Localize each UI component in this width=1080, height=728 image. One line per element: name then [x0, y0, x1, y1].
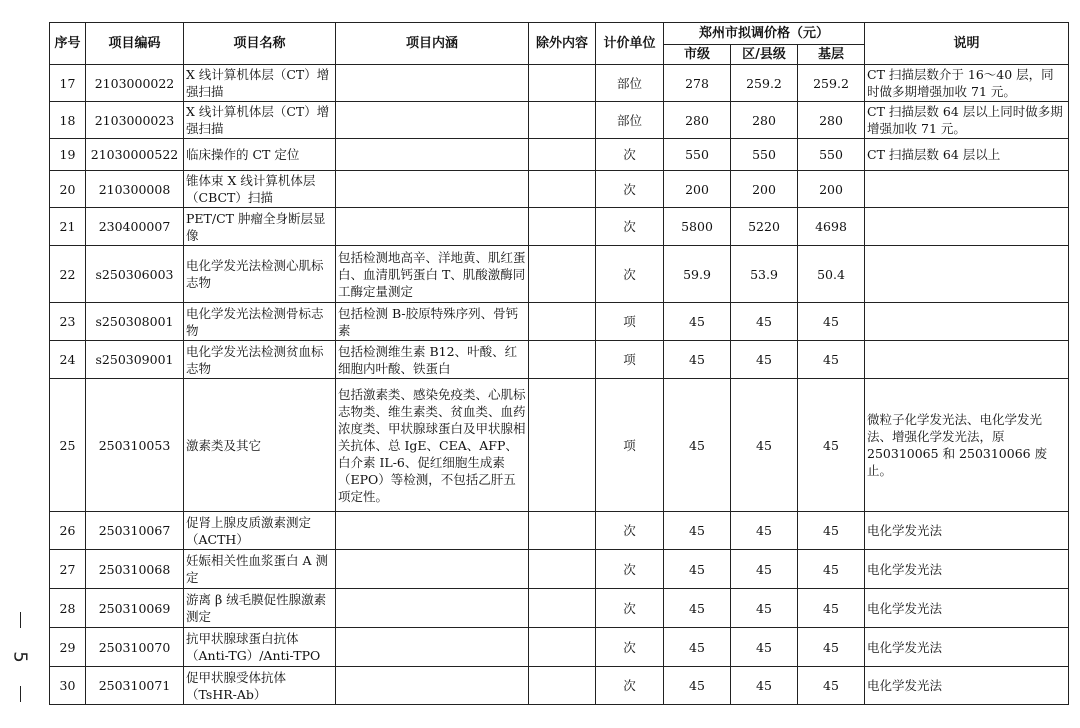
cell-exclusion — [529, 246, 596, 303]
cell-code: 230400007 — [86, 208, 184, 246]
cell-exclusion — [529, 628, 596, 667]
header-note: 说明 — [865, 23, 1069, 65]
cell-note: 电化学发光法 — [865, 667, 1069, 705]
cell-seq: 25 — [50, 379, 86, 512]
cell-exclusion — [529, 512, 596, 550]
cell-county: 45 — [731, 341, 798, 379]
header-price-group: 郑州市拟调价格（元） — [664, 23, 865, 45]
cell-exclusion — [529, 341, 596, 379]
cell-county: 200 — [731, 171, 798, 208]
cell-content: 包括检测维生素 B12、叶酸、红细胞内叶酸、铁蛋白 — [336, 341, 529, 379]
cell-name: 促甲状腺受体抗体（TsHR-Ab） — [184, 667, 336, 705]
page-number-dash-bottom — [20, 686, 21, 702]
cell-code: 250310068 — [86, 550, 184, 589]
cell-note — [865, 246, 1069, 303]
cell-exclusion — [529, 102, 596, 139]
cell-content — [336, 550, 529, 589]
cell-city: 45 — [664, 512, 731, 550]
cell-code: s250306003 — [86, 246, 184, 303]
cell-city: 45 — [664, 628, 731, 667]
cell-unit: 项 — [596, 303, 664, 341]
cell-county: 45 — [731, 628, 798, 667]
cell-note: 电化学发光法 — [865, 589, 1069, 628]
cell-exclusion — [529, 303, 596, 341]
cell-content — [336, 171, 529, 208]
cell-exclusion — [529, 208, 596, 246]
page-number — [8, 612, 32, 702]
cell-seq: 27 — [50, 550, 86, 589]
cell-note — [865, 341, 1069, 379]
cell-note: 微粒子化学发光法、电化学发光法、增强化学发光法，原 250310065 和 250310066 废止。 — [865, 379, 1069, 512]
page-number-dash-top — [20, 612, 21, 628]
cell-seq: 23 — [50, 303, 86, 341]
cell-code: 250310071 — [86, 667, 184, 705]
price-table — [49, 22, 1069, 705]
cell-county: 45 — [731, 379, 798, 512]
cell-county: 259.2 — [731, 65, 798, 102]
cell-county: 280 — [731, 102, 798, 139]
cell-county: 53.9 — [731, 246, 798, 303]
cell-unit: 次 — [596, 208, 664, 246]
page-number-value: 5 — [9, 651, 31, 663]
cell-name: 激素类及其它 — [184, 379, 336, 512]
cell-code: 250310053 — [86, 379, 184, 512]
cell-grassroots: 45 — [798, 379, 865, 512]
cell-seq: 18 — [50, 102, 86, 139]
cell-code: 250310067 — [86, 512, 184, 550]
cell-unit: 次 — [596, 667, 664, 705]
cell-code: 250310069 — [86, 589, 184, 628]
cell-grassroots: 200 — [798, 171, 865, 208]
cell-note — [865, 303, 1069, 341]
cell-content — [336, 65, 529, 102]
cell-name: 游离 β 绒毛膜促性腺激素测定 — [184, 589, 336, 628]
cell-exclusion — [529, 65, 596, 102]
cell-exclusion — [529, 667, 596, 705]
table-row — [50, 246, 1069, 303]
cell-grassroots: 45 — [798, 303, 865, 341]
cell-county: 550 — [731, 139, 798, 171]
cell-note: 电化学发光法 — [865, 628, 1069, 667]
cell-unit: 次 — [596, 628, 664, 667]
header-grassroots: 基层 — [798, 45, 865, 65]
cell-seq: 20 — [50, 171, 86, 208]
cell-code: 250310070 — [86, 628, 184, 667]
cell-content — [336, 512, 529, 550]
table-row — [50, 171, 1069, 208]
cell-grassroots: 4698 — [798, 208, 865, 246]
table-row — [50, 379, 1069, 512]
cell-grassroots: 45 — [798, 550, 865, 589]
cell-grassroots: 45 — [798, 512, 865, 550]
cell-exclusion — [529, 550, 596, 589]
cell-content: 包括检测 B-胶原特殊序列、骨钙素 — [336, 303, 529, 341]
cell-content — [336, 102, 529, 139]
cell-grassroots: 259.2 — [798, 65, 865, 102]
table-body — [50, 65, 1069, 705]
cell-content — [336, 139, 529, 171]
cell-name: 妊娠相关性血浆蛋白 A 测定 — [184, 550, 336, 589]
table-row — [50, 628, 1069, 667]
table-row — [50, 589, 1069, 628]
cell-county: 45 — [731, 550, 798, 589]
cell-exclusion — [529, 589, 596, 628]
cell-city: 5800 — [664, 208, 731, 246]
table-row — [50, 512, 1069, 550]
header-content: 项目内涵 — [336, 23, 529, 65]
cell-city: 278 — [664, 65, 731, 102]
cell-code: s250308001 — [86, 303, 184, 341]
cell-county: 45 — [731, 589, 798, 628]
cell-name: 电化学发光法检测心肌标志物 — [184, 246, 336, 303]
cell-name: X 线计算机体层（CT）增强扫描 — [184, 102, 336, 139]
cell-grassroots: 45 — [798, 628, 865, 667]
cell-grassroots: 550 — [798, 139, 865, 171]
table-row — [50, 65, 1069, 102]
cell-city: 45 — [664, 589, 731, 628]
cell-seq: 19 — [50, 139, 86, 171]
cell-name: 锥体束 X 线计算机体层（CBCT）扫描 — [184, 171, 336, 208]
cell-name: X 线计算机体层（CT）增强扫描 — [184, 65, 336, 102]
cell-city: 59.9 — [664, 246, 731, 303]
cell-seq: 30 — [50, 667, 86, 705]
cell-unit: 次 — [596, 139, 664, 171]
cell-note — [865, 171, 1069, 208]
cell-name: 电化学发光法检测贫血标志物 — [184, 341, 336, 379]
header-seq: 序号 — [50, 23, 86, 65]
cell-content — [336, 628, 529, 667]
cell-code: 2103000023 — [86, 102, 184, 139]
cell-city: 45 — [664, 667, 731, 705]
cell-city: 45 — [664, 379, 731, 512]
cell-unit: 项 — [596, 379, 664, 512]
header-name: 项目名称 — [184, 23, 336, 65]
cell-city: 45 — [664, 550, 731, 589]
cell-note: CT 扫描层数 64 层以上同时做多期增强加收 71 元。 — [865, 102, 1069, 139]
cell-seq: 28 — [50, 589, 86, 628]
cell-grassroots: 50.4 — [798, 246, 865, 303]
cell-unit: 项 — [596, 341, 664, 379]
cell-county: 5220 — [731, 208, 798, 246]
cell-unit: 次 — [596, 512, 664, 550]
cell-seq: 29 — [50, 628, 86, 667]
header-code: 项目编码 — [86, 23, 184, 65]
cell-unit: 次 — [596, 171, 664, 208]
cell-grassroots: 45 — [798, 667, 865, 705]
cell-city: 200 — [664, 171, 731, 208]
cell-county: 45 — [731, 512, 798, 550]
header-exclusion: 除外内容 — [529, 23, 596, 65]
cell-exclusion — [529, 139, 596, 171]
cell-name: 电化学发光法检测骨标志物 — [184, 303, 336, 341]
cell-seq: 24 — [50, 341, 86, 379]
cell-note — [865, 208, 1069, 246]
table-row — [50, 102, 1069, 139]
cell-note: CT 扫描层数 64 层以上 — [865, 139, 1069, 171]
table-row — [50, 550, 1069, 589]
cell-code: 210300008 — [86, 171, 184, 208]
cell-grassroots: 45 — [798, 589, 865, 628]
cell-content — [336, 667, 529, 705]
cell-exclusion — [529, 379, 596, 512]
cell-seq: 22 — [50, 246, 86, 303]
cell-city: 280 — [664, 102, 731, 139]
header-county: 区/县级 — [731, 45, 798, 65]
cell-name: 抗甲状腺球蛋白抗体（Anti-TG）/Anti-TPO — [184, 628, 336, 667]
cell-seq: 26 — [50, 512, 86, 550]
cell-unit: 部位 — [596, 65, 664, 102]
table-row — [50, 139, 1069, 171]
cell-name: 促肾上腺皮质激素测定（ACTH） — [184, 512, 336, 550]
cell-unit: 次 — [596, 589, 664, 628]
cell-content — [336, 589, 529, 628]
cell-content: 包括激素类、感染免疫类、心肌标志物类、维生素类、贫血类、血药浓度类、甲状腺球蛋白及甲状腺相关抗体、总 IgE、CEA、AFP、白介素 IL-6、促红细胞生成素（EPO）等检测，不包括乙肝五项定性。 — [336, 379, 529, 512]
table-row — [50, 341, 1069, 379]
cell-grassroots: 280 — [798, 102, 865, 139]
cell-unit: 次 — [596, 246, 664, 303]
cell-note: 电化学发光法 — [865, 550, 1069, 589]
cell-unit: 部位 — [596, 102, 664, 139]
cell-city: 550 — [664, 139, 731, 171]
header-unit: 计价单位 — [596, 23, 664, 65]
cell-code: 21030000522 — [86, 139, 184, 171]
cell-seq: 17 — [50, 65, 86, 102]
cell-city: 45 — [664, 303, 731, 341]
cell-content: 包括检测地高辛、洋地黄、肌红蛋白、血清肌钙蛋白 T、肌酸激酶同工酶定量测定 — [336, 246, 529, 303]
cell-code: 2103000022 — [86, 65, 184, 102]
header-city: 市级 — [664, 45, 731, 65]
cell-city: 45 — [664, 341, 731, 379]
cell-name: PET/CT 肿瘤全身断层显像 — [184, 208, 336, 246]
cell-content — [336, 208, 529, 246]
cell-note: CT 扫描层数介于 16～40 层，同时做多期增强加收 71 元。 — [865, 65, 1069, 102]
cell-grassroots: 45 — [798, 341, 865, 379]
cell-county: 45 — [731, 303, 798, 341]
table-row — [50, 303, 1069, 341]
cell-unit: 次 — [596, 550, 664, 589]
cell-name: 临床操作的 CT 定位 — [184, 139, 336, 171]
cell-note: 电化学发光法 — [865, 512, 1069, 550]
cell-code: s250309001 — [86, 341, 184, 379]
cell-county: 45 — [731, 667, 798, 705]
table-row — [50, 208, 1069, 246]
cell-exclusion — [529, 171, 596, 208]
cell-seq: 21 — [50, 208, 86, 246]
table-row — [50, 667, 1069, 705]
